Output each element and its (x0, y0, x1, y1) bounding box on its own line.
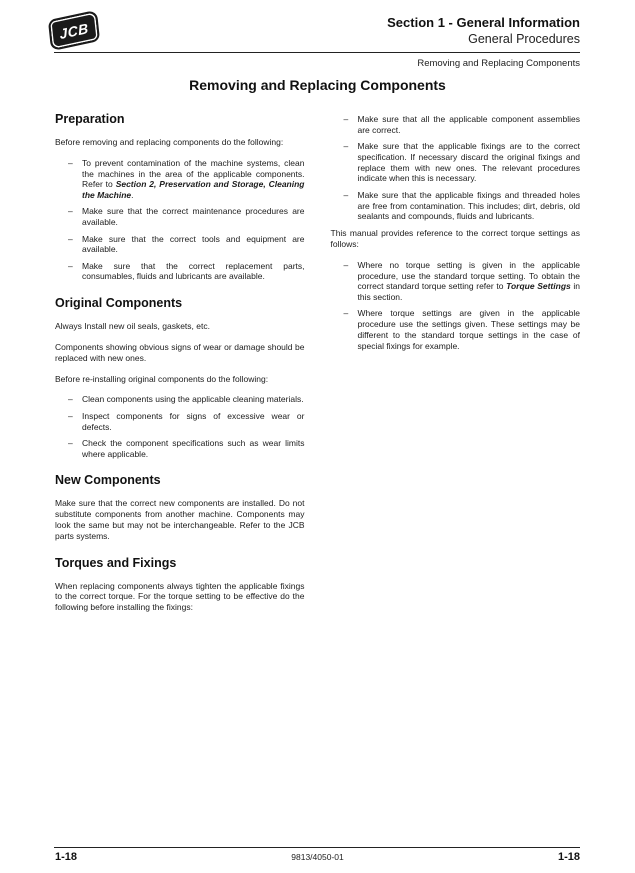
paragraph: Before re-installing original components do the following: (55, 373, 269, 384)
bullet-text: Where torque settings are given in the applicable procedure use the settings given. These settings may be different to the standard torque settings in the case of special fixings for example. (357, 308, 580, 351)
bullet-text: Inspect components for signs of excessive wear or defects. (82, 410, 305, 432)
bullet-text: Make sure that the applicable fixings and threaded holes are free from contamination. This includes; dirt, debris, old sealants and compounds, fluids and lubricants. (357, 189, 580, 222)
bullet-item (344, 114, 581, 136)
bullet-item (344, 141, 581, 184)
left-column (55, 108, 305, 623)
bullet-item (68, 234, 305, 256)
bullet-dash: – (68, 260, 73, 271)
section-new-components (55, 473, 305, 541)
jcb-logo (46, 10, 102, 50)
section-original-components (55, 296, 305, 459)
bullet-dash: – (343, 308, 349, 319)
bullet-text: Check the component specifications such as wear limits where applicable. (82, 437, 305, 459)
bullet-text: Make sure that the correct maintenance procedures are available. (82, 206, 305, 228)
bullet-list (344, 114, 581, 222)
bullet-list (68, 394, 305, 459)
bullet-item (344, 260, 581, 303)
bullet-item (68, 261, 305, 283)
footer-page-number-right: 1-18 (557, 851, 580, 863)
footer-document-number: 9813/4050-01 (291, 852, 344, 862)
section-heading: New Components (55, 473, 161, 488)
bullet-dash: – (343, 259, 349, 270)
paragraph: Always Install new oil seals, gaskets, etc. (55, 321, 210, 332)
right-column (331, 108, 581, 623)
bullet-text: Make sure that the correct replacement parts, consumables, fluids and lubricants are available. (82, 260, 305, 282)
bullet-item (68, 438, 305, 460)
paragraph: Components showing obvious signs of wear or damage should be replaced with new ones. (55, 342, 305, 363)
header-text (387, 15, 580, 47)
section-title: Section 1 - General Information (387, 15, 580, 30)
body-columns (55, 108, 580, 623)
bullet-dash: – (343, 189, 349, 200)
bullet-list (68, 158, 305, 282)
section-preparation (55, 112, 305, 282)
bullet-item (68, 411, 305, 433)
paragraph: When replacing components always tighten the applicable fixings to the correct torque. For the torque setting to be effective do the following before installing the fixings: (55, 580, 305, 613)
bullet-dash: – (68, 157, 73, 168)
bullet-text: Make sure that the correct tools and equipment are available. (82, 233, 305, 255)
footer-page-number-left: 1-18 (55, 851, 78, 863)
bullet-item (68, 394, 305, 405)
bullet-dash: – (68, 394, 73, 405)
bullet-dash: – (68, 206, 73, 217)
jcb-logo-badge: JCB (48, 9, 100, 50)
bullet-item (344, 190, 581, 222)
page-title: Removing and Replacing Components (189, 77, 446, 93)
footer-rule (54, 847, 580, 848)
bullet-dash: – (343, 114, 349, 124)
bullet-dash: – (68, 437, 73, 448)
bullet-text: Make sure that all the applicable component assemblies are correct. (357, 114, 580, 135)
bullet-dash: – (68, 233, 73, 244)
section-torques-and-fixings (55, 556, 305, 613)
bullet-item (344, 308, 581, 351)
section-subtitle: General Procedures (468, 32, 580, 47)
paragraph: Before removing and replacing components do the following: (55, 137, 284, 147)
bullet-text: Make sure that the applicable fixings are to the correct specification. If necessary discard the original fixings and replace them with new ones. The relevant procedures indicate when this is necessary. (357, 141, 580, 184)
bullet-item (68, 206, 305, 228)
bullet-dash: – (68, 410, 73, 421)
paragraph: Make sure that the correct new components are installed. Do not substitute components from another machine. Components may look the same but may not be interchangeable. Refer to the JCB parts systems. (55, 498, 305, 541)
paragraph: This manual provides reference to the correct torque settings as follows: (330, 228, 580, 249)
bullet-text: Where no torque setting is given in the applicable procedure, use the standard torque setting. To obtain the correct standard torque setting refer to Torque Settings in this section. (357, 259, 580, 303)
header-rule (54, 52, 580, 53)
section-heading: Original Components (55, 296, 183, 311)
bullet-item (68, 158, 305, 201)
footer (55, 851, 580, 863)
bullet-dash: – (343, 141, 349, 152)
breadcrumb: Removing and Replacing Components (417, 58, 580, 69)
bullet-text: To prevent contamination of the machine systems, clean the machines in the area of the applicable components. Refer to Section 2, Preservation and Storage, Cleaning the Machine. (82, 157, 305, 201)
section-heading: Preparation (55, 112, 125, 126)
bullet-list (344, 260, 581, 352)
bullet-text: Clean components using the applicable cleaning materials. (82, 394, 304, 405)
section-heading: Torques and Fixings (55, 555, 177, 570)
